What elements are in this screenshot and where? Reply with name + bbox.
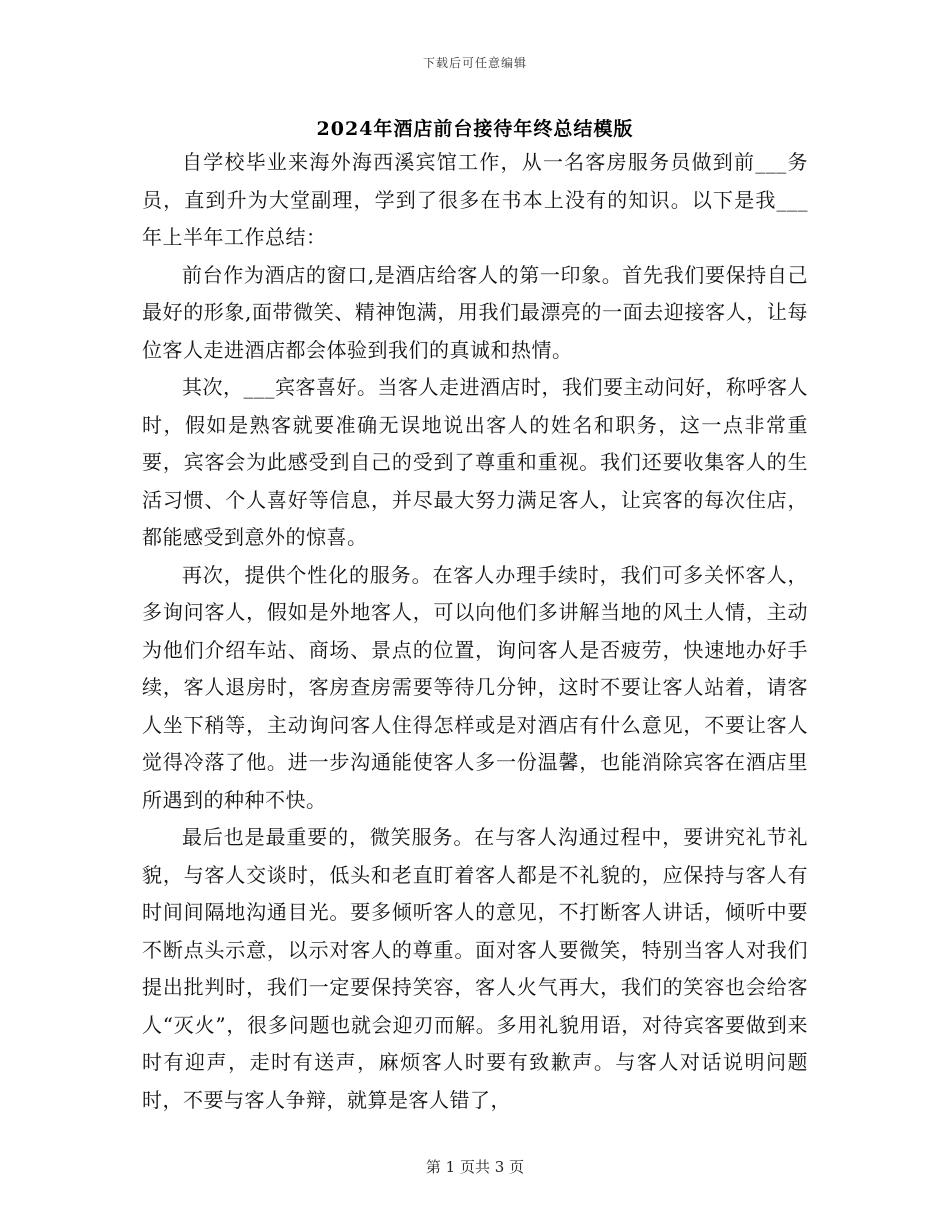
paragraph-intro: 自学校毕业来海外海西溪宾馆工作，从一名客房服务员做到前___务员，直到升为大堂副理，学到了很多在书本上没有的知识。以下是我___年上半年工作总结： bbox=[142, 150, 808, 249]
paragraph-smile-service: 最后也是最重要的，微笑服务。在与客人沟通过程中，要讲究礼节礼貌，与客人交谈时，低头和老直盯着客人都是不礼貌的，应保持与客人有时间间隔地沟通目光。要多倾听客人的意见，不打断客人讲话，倾听中要不断点头示意，以示对客人的尊重。面对客人要微笑，特别当客人对我们提出批判时，我们一定要保持笑容，客人火气再大，我们的笑容也会给客人“灭火”，很多问题也就会迎刃而解。多用礼貌用语，对待宾客要做到来时有迎声，走时有送声，麻烦客人时要有致歉声。与客人对话说明问题时，不要与客人争辩，就算是客人错了， bbox=[142, 825, 808, 1112]
document-body bbox=[142, 144, 808, 1119]
page-number: 第 1 页共 3 页 bbox=[425, 1158, 525, 1176]
page-header-note: 下载后可任意编辑 bbox=[422, 56, 527, 70]
paragraph-front-desk-image: 前台作为酒店的窗口,是酒店给客人的第一印象。首先我们要保持自己最好的形象,面带微笑、精神饱满，用我们最漂亮的一面去迎接客人，让每位客人走进酒店都会体验到我们的真诚和热情。 bbox=[142, 262, 808, 362]
paragraph-personalized-service: 再次，提供个性化的服务。在客人办理手续时，我们可多关怀客人，多询问客人，假如是外地客人，可以向他们多讲解当地的风土人情，主动为他们介绍车站、商场、景点的位置，询问客人是否疲劳，快速地办好手续，客人退房时，客房查房需要等待几分钟，这时不要让客人站着，请客人坐下稍等，主动询问客人住得怎样或是对酒店有什么意见，不要让客人觉得冷落了他。进一步沟通能使客人多一份温馨，也能消除宾客在酒店里所遇到的种种不快。 bbox=[142, 562, 808, 812]
paragraph-guest-preferences: 其次，___宾客喜好。当客人走进酒店时，我们要主动问好，称呼客人时，假如是熟客就要准确无误地说出客人的姓名和职务，这一点非常重要，宾客会为此感受到自己的受到了尊重和重视。我们还要收集客人的生活习惯、个人喜好等信息，并尽最大努力满足客人，让宾客的每次住店，都能感受到意外的惊喜。 bbox=[142, 375, 808, 549]
document-title: 2024年酒店前台接待年终总结模版 bbox=[316, 118, 634, 140]
